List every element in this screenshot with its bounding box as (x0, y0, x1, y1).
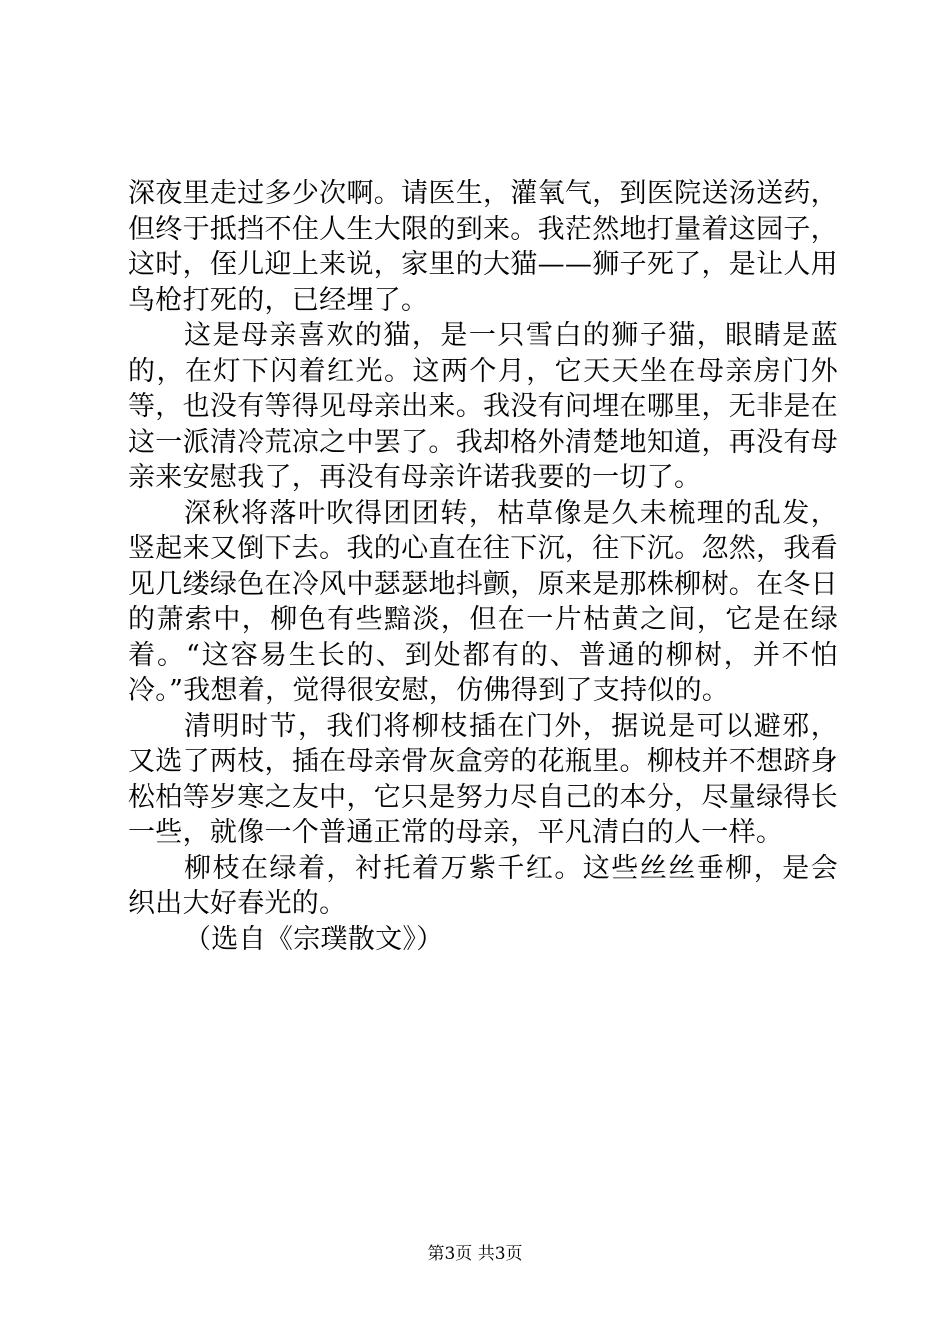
paragraph-4: 清明时节，我们将柳枝插在门外，据说是可以避邪，又选了两枝，插在母亲骨灰盒旁的花瓶里。柳枝并不想跻身松柏等岁寒之友中，它只是努力尽自己的本分，尽量绿得长一些，就像一个普通正常的母亲，平凡清白的人一样。 (128, 710, 838, 848)
source-citation: （选自《宗璞散文》） (184, 923, 444, 955)
paragraph-5: 柳枝在绿着，衬托着万紫千红。这些丝丝垂柳，是会织出大好春光的。 (128, 852, 838, 919)
paragraph-1: 深夜里走过多少次啊。请医生，灌氧气，到医院送汤送药，但终于抵挡不住人生大限的到来。我茫然地打量着这园子，这时，侄儿迎上来说，家里的大猫——狮子死了，是让人用鸟枪打死的，已经埋了。 (128, 178, 838, 316)
essay-body (128, 176, 838, 957)
paragraph-2: 这是母亲喜欢的猫，是一只雪白的狮子猫，眼睛是蓝的，在灯下闪着红光。这两个月，它天天坐在母亲房门外等，也没有等得见母亲出来。我没有问埋在哪里，无非是在这一派清冷荒凉之中罢了。我却格外清楚地知道，再没有母亲来安慰我了，再没有母亲许诺我要的一切了。 (128, 320, 838, 493)
paragraph-3: 深秋将落叶吹得团团转，枯草像是久未梳理的乱发，竖起来又倒下去。我的心直在往下沉，往下沉。忽然，我看见几缕绿色在冷风中瑟瑟地抖颤，原来是那株柳树。在冬日的萧索中，柳色有些黯淡，但在一片枯黄之间，它是在绿着。“这容易生长的、到处都有的、普通的柳树，并不怕冷。”我想着，觉得很安慰，仿佛得到了支持似的。 (128, 497, 838, 706)
page-number-footer: 第3页 共3页 (427, 1244, 523, 1264)
